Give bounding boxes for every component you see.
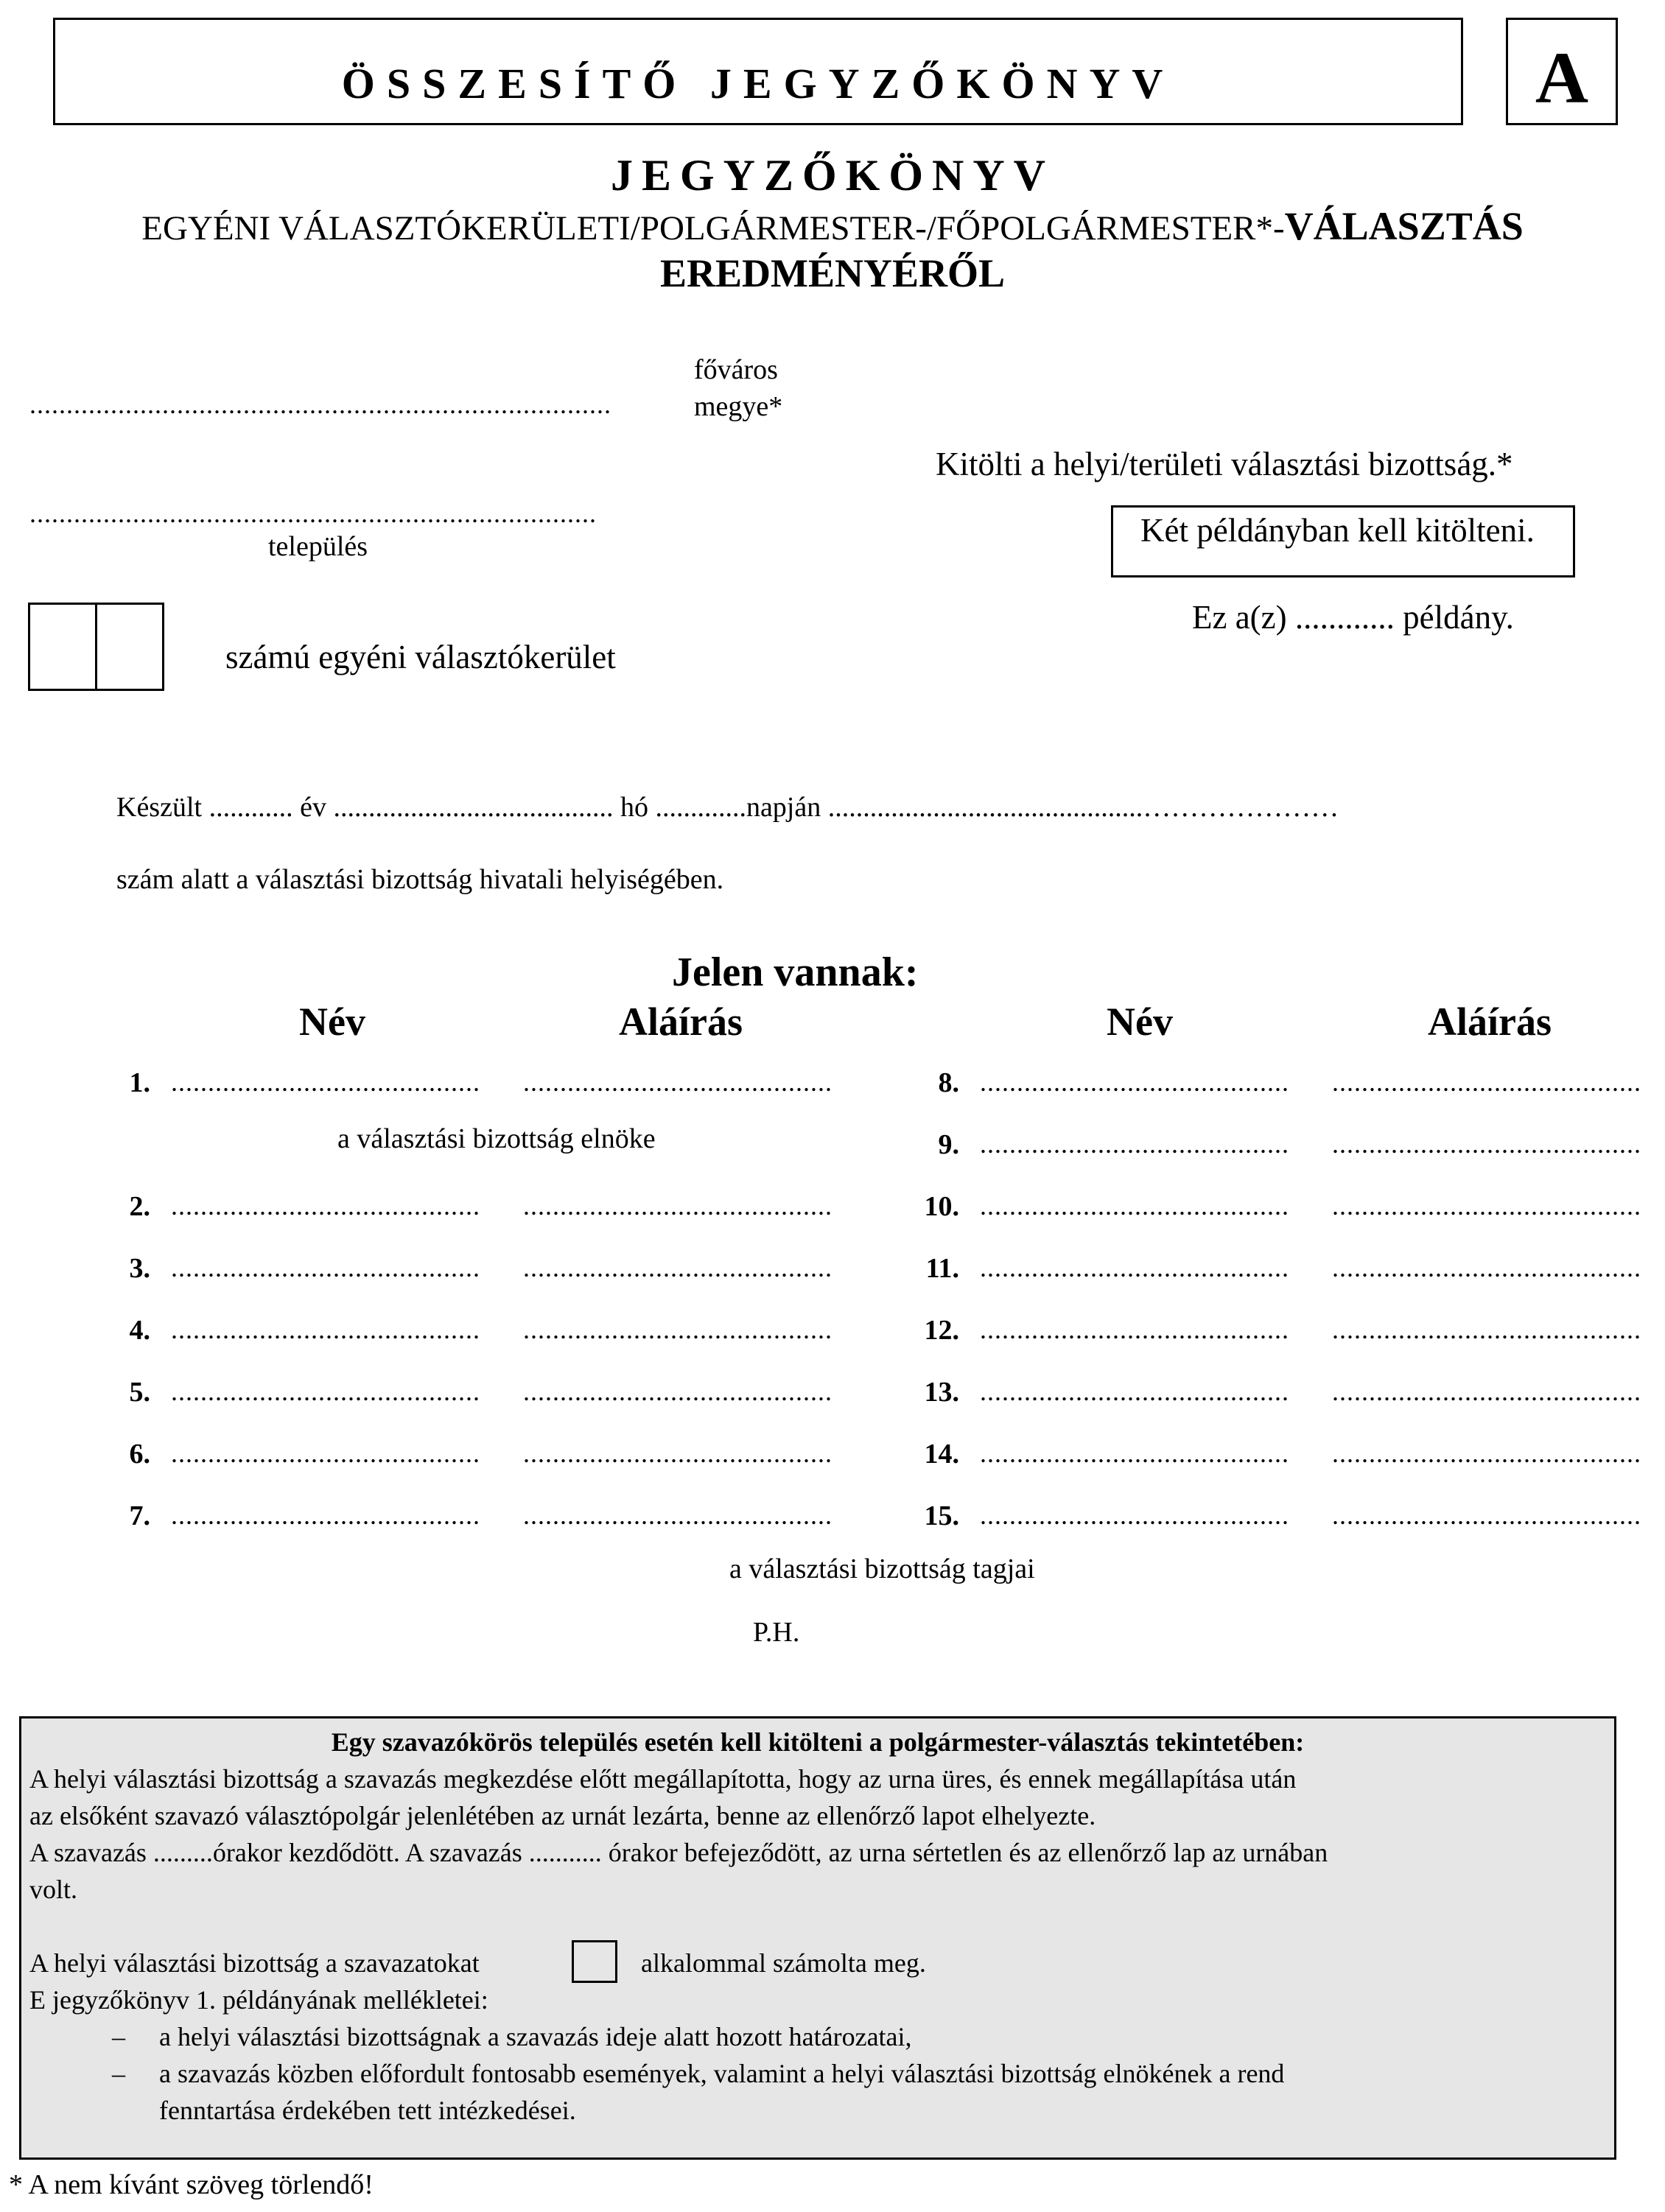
right-member-number-2: 9. [938, 1129, 959, 1160]
left-member-signature-field-3[interactable]: .......................................... [523, 1253, 832, 1282]
left-member-number-6: 6. [129, 1439, 150, 1470]
right-member-signature-field-5[interactable]: .......................................... [1332, 1315, 1641, 1344]
right-member-name-field-5[interactable]: .......................................... [980, 1315, 1289, 1344]
heading-results: EREDMÉNYÉRŐL [659, 251, 1006, 295]
right-member-signature-field-6[interactable]: .......................................... [1332, 1377, 1641, 1406]
left-member-signature-field-1[interactable]: .......................................... [523, 1067, 832, 1097]
left-member-name-field-3[interactable]: .......................................... [171, 1253, 480, 1282]
county-label: megye* [694, 391, 783, 422]
right-member-signature-field-7[interactable]: .......................................... [1332, 1439, 1641, 1468]
attachment-item-2b: fenntartása érdekében tett intézkedései. [159, 2096, 576, 2125]
right-member-name-field-6[interactable]: .......................................... [980, 1377, 1289, 1406]
left-member-signature-field-6[interactable]: .......................................... [523, 1439, 832, 1468]
col-name-left: Név [299, 1000, 365, 1044]
right-member-signature-field-8[interactable]: .......................................... [1332, 1500, 1641, 1530]
right-member-number-1: 8. [938, 1067, 959, 1098]
chair-label: a választási bizottság elnöke [337, 1123, 656, 1154]
left-member-number-2: 2. [129, 1191, 150, 1222]
left-member-signature-field-4[interactable]: .......................................... [523, 1315, 832, 1344]
right-member-number-8: 15. [924, 1500, 959, 1531]
left-member-name-field-7[interactable]: .......................................... [171, 1500, 480, 1530]
col-signature-right: Aláírás [1428, 1000, 1552, 1044]
footnote: * A nem kívánt szöveg törlendő! [9, 2169, 374, 2200]
county-field[interactable]: ............................................................................... [29, 390, 611, 419]
bullet-dash-2: – [112, 2059, 125, 2088]
settlement-field[interactable]: ............................................................................. [29, 499, 597, 528]
right-member-number-4: 11. [925, 1253, 959, 1284]
district-label: számú egyéni választókerület [225, 639, 616, 675]
left-member-signature-field-5[interactable]: .......................................... [523, 1377, 832, 1406]
present-heading: Jelen vannak: [672, 949, 919, 995]
left-member-name-field-5[interactable]: .......................................... [171, 1377, 480, 1406]
right-member-name-field-7[interactable]: .......................................... [980, 1439, 1289, 1468]
right-member-number-6: 13. [924, 1377, 959, 1408]
heading-jegyzokonyv: JEGYZŐKÖNYV [610, 151, 1055, 200]
panel-paragraph-1b: az elsőként szavazó választópolgár jelenlétében az urnát lezárta, benne az ellenőrző lapot elhelyezte. [29, 1801, 1096, 1830]
copy-number[interactable]: Ez a(z) ............ példány. [1192, 599, 1514, 636]
document-title: ÖSSZESÍTŐ JEGYZŐKÖNYV [341, 60, 1175, 108]
district-digit-box-1[interactable] [28, 603, 97, 691]
right-member-name-field-4[interactable]: .......................................... [980, 1253, 1289, 1282]
col-name-right: Név [1107, 1000, 1173, 1044]
right-member-signature-field-2[interactable]: .......................................... [1332, 1129, 1641, 1159]
count-times-box[interactable] [572, 1940, 617, 1983]
copies-note: Két példányban kell kitölteni. [1140, 512, 1535, 549]
right-member-name-field-1[interactable]: .......................................... [980, 1067, 1289, 1097]
left-member-name-field-1[interactable]: .......................................... [171, 1067, 480, 1097]
left-member-number-3: 3. [129, 1253, 150, 1284]
capital-label: főváros [694, 354, 778, 385]
heading-election-type: EGYÉNI VÁLASZTÓKERÜLETI/POLGÁRMESTER-/FŐPOLGÁRMESTER*-VÁLASZTÁS [141, 204, 1524, 248]
left-member-signature-field-7[interactable]: .......................................... [523, 1500, 832, 1530]
right-member-number-7: 14. [924, 1439, 959, 1470]
bullet-dash-1: – [112, 2022, 125, 2051]
form-letter: A [1535, 37, 1589, 119]
right-member-signature-field-3[interactable]: .......................................... [1332, 1191, 1641, 1221]
attachment-item-1: a helyi választási bizottságnak a szavazás ideje alatt hozott határozatai, [159, 2022, 912, 2051]
made-place-line: szám alatt a választási bizottság hivatali helyiségében. [116, 864, 724, 895]
members-label: a választási bizottság tagjai [729, 1553, 1035, 1584]
right-member-name-field-8[interactable]: .......................................... [980, 1500, 1289, 1530]
col-signature-left: Aláírás [619, 1000, 743, 1044]
right-member-name-field-3[interactable]: .......................................... [980, 1191, 1289, 1221]
district-digit-box-2[interactable] [95, 603, 164, 691]
right-member-name-field-2[interactable]: .......................................... [980, 1129, 1289, 1159]
panel-paragraph-2b: volt. [29, 1875, 78, 1904]
right-member-number-3: 10. [924, 1191, 959, 1222]
left-member-name-field-4[interactable]: .......................................... [171, 1315, 480, 1344]
right-member-signature-field-4[interactable]: .......................................... [1332, 1253, 1641, 1282]
count-prefix: A helyi választási bizottság a szavazatokat [29, 1948, 480, 1978]
left-member-name-field-2[interactable]: .......................................... [171, 1191, 480, 1221]
left-member-name-field-6[interactable]: .......................................... [171, 1439, 480, 1468]
made-date-line[interactable]: Készült ............ év ........................................ hó .............napján .............................................………………… [116, 792, 1339, 823]
panel-paragraph-2a[interactable]: A szavazás .........órakor kezdődött. A szavazás ........... órakor befejeződött, az urna sértetlen és az ellenőrző lap az urnában [29, 1838, 1328, 1867]
seal-label: P.H. [753, 1617, 800, 1648]
panel-paragraph-1a: A helyi választási bizottság a szavazás megkezdése előtt megállapította, hogy az urna üres, és ennek megállapítása után [29, 1764, 1297, 1794]
left-member-signature-field-2[interactable]: .......................................... [523, 1191, 832, 1221]
right-member-number-5: 12. [924, 1315, 959, 1346]
left-member-number-1: 1. [129, 1067, 150, 1098]
count-suffix: alkalommal számolta meg. [641, 1948, 926, 1978]
panel-title: Egy szavazókörös település esetén kell kitölteni a polgármester-választás tekintetében: [331, 1727, 1305, 1757]
filled-by-note: Kitölti a helyi/területi választási bizottság.* [936, 446, 1513, 482]
settlement-label: település [268, 531, 368, 562]
attachment-item-2a: a szavazás közben előfordult fontosabb események, valamint a helyi választási bizottság elnökének a rend [159, 2059, 1285, 2088]
left-member-number-4: 4. [129, 1315, 150, 1346]
left-member-number-5: 5. [129, 1377, 150, 1408]
right-member-signature-field-1[interactable]: .......................................... [1332, 1067, 1641, 1097]
left-member-number-7: 7. [129, 1500, 150, 1531]
attachments-heading: E jegyzőkönyv 1. példányának mellékletei: [29, 1985, 488, 2015]
